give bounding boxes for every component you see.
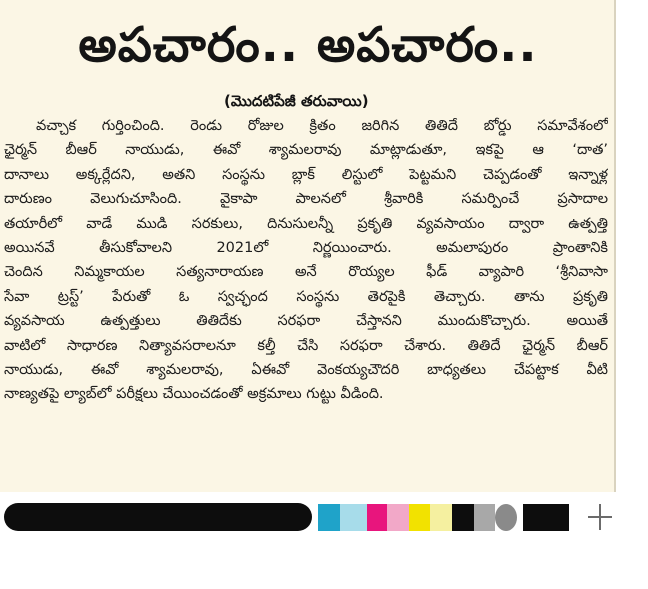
color-swatch	[523, 504, 569, 531]
article-line: నాణ్యతపై ల్యాబ్‌లో పరీక్షలు చేయించడంతో అక్రమాలు గుట్టు వీడింది.	[4, 386, 384, 403]
color-swatch	[430, 504, 452, 531]
color-swatch	[495, 504, 517, 531]
print-registration-bar	[0, 498, 648, 536]
article-line: అయినవే తీసుకోవాలని 2021లో నిర్ణయించారు. అమలాపురం ప్రాంతానికి	[4, 240, 608, 257]
article-line: వ్యవసాయ ఉత్పత్తులు తితిదేకు సరఫరా చేస్తానని ముందుకొచ్చారు. అయితే	[4, 313, 608, 330]
registration-cross-v	[599, 504, 601, 530]
color-swatch	[340, 504, 367, 531]
article-line: వచ్చాక గుర్తించింది. రెండు రోజుల క్రితం జరిగిన తితిదే బోర్డు సమావేశంలో	[36, 118, 608, 134]
color-swatch	[318, 504, 340, 531]
color-swatch	[474, 504, 495, 531]
article-line: సేవా ట్రస్ట్’ పేరుతో ఓ స్వచ్ఛంద సంస్థను తెరపైకి తెచ్చారు. తాను ప్రకృతి	[4, 288, 608, 305]
continuation-label: (మొదటిపేజీ తరువాయి)	[224, 92, 369, 110]
color-swatch	[387, 504, 409, 531]
clipping-edge	[614, 0, 616, 492]
article-line: చెందిన నిమ్మకాయల సత్యనారాయణ అనే రొయ్యల ఫీడ్ వ్యాపారి ‘శ్రీనివాసా	[4, 264, 608, 281]
color-swatch	[452, 504, 474, 531]
article-body	[4, 114, 608, 407]
article-line: దారుణం వెలుగుచూసింది. వైకాపా పాలనలో శ్రీవారికి సమర్పించే ప్రసాదాల	[4, 191, 608, 208]
black-register-bar	[4, 503, 312, 531]
article-line: వాటిలో సాధారణ నిత్యావసరాలనూ కల్తీ చేసి సరఫరా చేశారు. తితిదే ఛైర్మన్ బీఆర్	[4, 337, 608, 354]
article-line: ఛైర్మన్ బీఆర్ నాయుడు, ఈవో శ్యామలరావు మాట్లాడుతూ, ఇకపై ఆ ‘దాత’	[4, 142, 608, 159]
article-line: నాయుడు, ఈవో శ్యామలరావు, ఏఈవో వెంకయ్యచౌదరి బాధ్యతలు చేపట్టాక వీటి	[4, 362, 608, 379]
article-line: దానాలు అక్కర్లేదని, అతని సంస్థను బ్లాక్ లిస్టులో పెట్టమని చెప్పడంతో ఇన్నాళ్ల	[4, 166, 608, 183]
color-swatch	[409, 504, 430, 531]
headline: అపచారం.. అపచారం..	[78, 17, 538, 73]
article-line: తయారీలో వాడే ముడి సరకులు, దినుసులన్నీ ప్రకృతి వ్యవసాయం ద్వారా ఉత్పత్తి	[4, 215, 608, 232]
color-swatch	[367, 504, 387, 531]
